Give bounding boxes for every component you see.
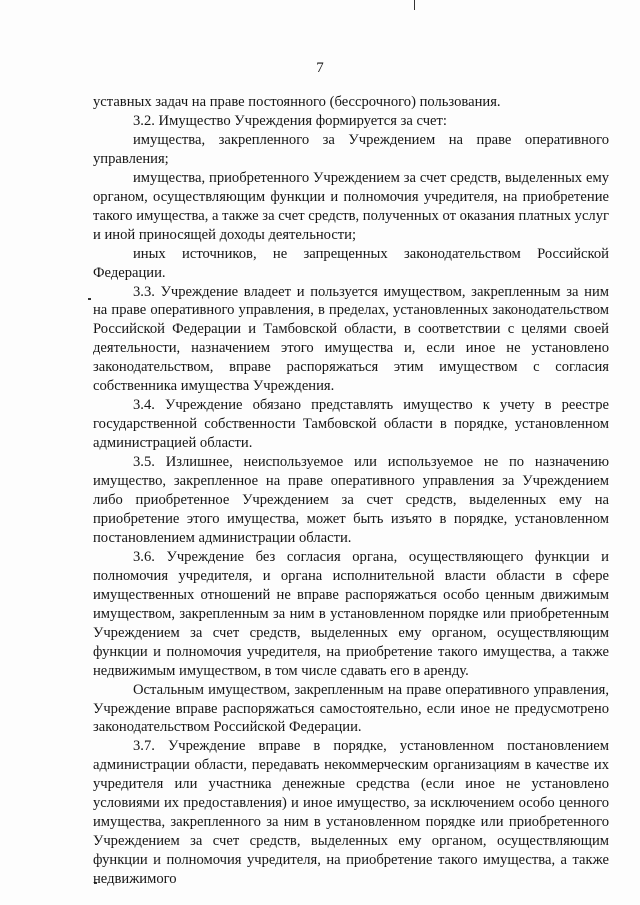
paragraph-3-4: 3.4. Учреждение обязано представлять имущество к учету в реестре государственной собственности Тамбовской области в порядке, установленном администрацией области. bbox=[93, 397, 609, 452]
paragraph-3-2-item-3: иных источников, не запрещенных законодательством Российской Федерации. bbox=[93, 245, 609, 281]
scan-mark bbox=[414, 0, 415, 10]
paragraph-3-2-item-2: имущества, приобретенного Учреждением за счет средств, выделенных ему органом, осуществляющим функции и полномочия учредителя, на приобретение такого имущества, а также за счет средств, полученных от оказания платных услуг и иной приносящей доходы деятельности; bbox=[93, 169, 609, 243]
paragraph-3-7: 3.7. Учреждение вправе в порядке, установленном постановлением администрации области, передавать некоммерческим организациям в качестве их учредителя или участника денежные средства (если иное не установлено условиями их предоставления) и иное имущество, за исключением особо ценного имущества, закрепленного за ним в установленном порядке или приобретенного Учреждением за счет средств, выделенных ему органом, осуществляющим функции и полномочия учредителя, на приобретение такого имущества, а также недвижимого bbox=[93, 738, 609, 888]
paragraph-3-5: 3.5. Излишнее, неиспользуемое или используемое не по назначению имущество, закрепленное на праве оперативного управления за Учреждением либо приобретенное Учреждением за счет средств, выделенных ему на приобретение этого имущества, может быть изъято в порядке, установленном постановлением администрации области. bbox=[93, 454, 609, 546]
document-body bbox=[93, 93, 609, 889]
paragraph-3-6: 3.6. Учреждение без согласия органа, осуществляющего функции и полномочия учредителя, и органа исполнительной власти области в сфере имущественных отношений не вправе распоряжаться особо ценным движимым имуществом, закрепленным за ним в установленном порядке или приобретенным Учреждением за счет средств, выделенных ему органом, осуществляющим функции и полномочия учредителя, на приобретение такого имущества, а также недвижимым имуществом, в том числе сдавать его в аренду. bbox=[93, 548, 609, 679]
paragraph-3-3: 3.3. Учреждение владеет и пользуется имуществом, закрепленным за ним на праве оперативного управления, в пределах, установленных законодательством Российской Федерации и Тамбовской области, в соответствии с целями своей деятельности, назначением этого имущества и, если иное не установлено законодательством, вправе распоряжаться этим имуществом с согласия собственника имущества Учреждения. bbox=[93, 283, 609, 395]
paragraph-3-6-continued: Остальным имуществом, закрепленным на праве оперативного управления, Учреждение вправе распоряжаться самостоятельно, если иное не предусмотрено законодательством Российской Федерации. bbox=[93, 681, 609, 736]
page-number: 7 bbox=[316, 60, 324, 76]
paragraph-continuation: уставных задач на праве постоянного (бессрочного) пользования. bbox=[93, 94, 501, 110]
paragraph-3-2-item-1: имущества, закрепленного за Учреждением на праве оперативного управления; bbox=[93, 131, 609, 167]
scan-mark bbox=[88, 298, 91, 300]
paragraph-3-2: 3.2. Имущество Учреждения формируется за счет: bbox=[133, 112, 447, 129]
